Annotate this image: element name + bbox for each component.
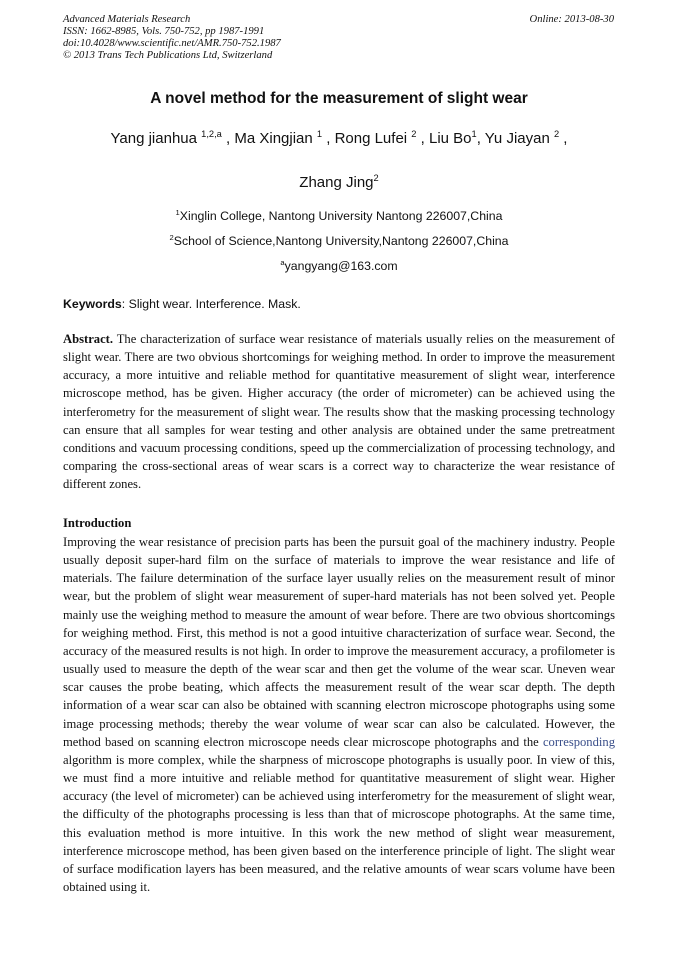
keywords-label: Keywords: [63, 297, 122, 311]
keywords: [63, 297, 301, 311]
journal-name: Advanced Materials Research: [63, 14, 191, 25]
affiliation-1: [0, 209, 678, 223]
doi-line: doi:10.4028/www.scientific.net/AMR.750-752.1987: [63, 38, 281, 49]
author-name: , Liu Bo: [416, 130, 472, 147]
affiliation-text: School of Science,Nantong University,Nantong 226007,China: [173, 234, 509, 248]
author-name: , Yu Jiayan: [476, 130, 554, 147]
affiliation-2: [0, 234, 678, 248]
journal-header: [63, 14, 281, 62]
author-line-2: [0, 174, 678, 191]
introduction-highlight: corresponding: [542, 734, 615, 749]
author-sup: 1: [471, 128, 477, 139]
email-sup: a: [280, 258, 285, 268]
keywords-text: : Slight wear. Interference. Mask.: [121, 297, 301, 311]
author-sup: 1: [316, 128, 323, 139]
introduction-heading: Introduction: [63, 516, 132, 530]
author-email: [0, 259, 678, 273]
affiliation-sup: 1: [175, 208, 180, 218]
paper-title: A novel method for the measurement of slight wear: [150, 90, 528, 107]
issn-line: ISSN: 1662-8985, Vols. 750-752, pp 1987-1991: [63, 26, 265, 37]
abstract-label: Abstract.: [63, 332, 114, 346]
introduction-body: [63, 533, 615, 896]
email-text: yangyang@163.com: [284, 259, 398, 273]
author-line-1: [0, 130, 678, 147]
affiliation-text: Xinglin College, Nantong University Nantong 226007,China: [179, 209, 503, 223]
introduction-text: algorithm is more complex, while the sharpness of microscope photographs is usually poor. In view of this, we must find a more intuitive and reliable method for quantitative measurement of slight wear. Higher accuracy (the level of micrometer) can be achieved using interferometry for the measurement of slight wear, the difficulty of the photographs processing is less than that of microscope photographs. At the same time, this evaluation method is more intuitive. In this work the new method of slight wear measurement, interference microscope method, has been given based on the interference principle of light. The slight wear of surface modification layers has been measured, and the relative amounts of wear scars volume have been obtained using it.: [63, 752, 615, 894]
copyright-line: © 2013 Trans Tech Publications Ltd, Switzerland: [63, 50, 273, 61]
author-separator: ,: [559, 130, 568, 147]
author-sup: 2: [373, 172, 379, 183]
author-name: , Ma Xingjian: [221, 130, 317, 147]
abstract: [63, 330, 615, 493]
abstract-text: The characterization of surface wear resistance of materials usually relies on the measurement of slight wear. There are two obvious shortcomings for weighing method. In order to improve the measurement accuracy, a more intuitive and reliable method for quantitative measurement of slight wear, interference microscope method, has be given. Higher accuracy (the order of micrometer) can be achieved using the interferometry for the measurement of slight wear. The results show that the masking processing technology can ensure that all samples for wear testing and other analysis are obtained under the same pretreatment conditions and vacuum processing conditions, speed up the commercialization of processing technology, and comparing the cross-sectional areas of wear scars is a correct way to characterize the wear resistance of different zones.: [63, 332, 615, 492]
author-sup: 2: [553, 128, 560, 139]
author-name: Zhang Jing: [299, 174, 374, 191]
author-name: Yang jianhua: [110, 130, 202, 147]
author-name: , Rong Lufei: [322, 130, 412, 147]
introduction-text: Improving the wear resistance of precision parts has been the pursuit goal of the machinery industry. People usually deposit super-hard film on the surface of materials to improve the wear resistance and life of materials. The failure determination of the surface layer usually relies on the measurement result of minor wear, but the problem of slight wear measurement of super-hard materials has not been solved yet. People mainly use the weighing method to measure the amount of wear before. There are two obvious shortcomings for weighing method. First, this method is not a good intuitive characterization of surface wear. Second, the accuracy of the measured results is not high. In order to improve the measurement accuracy, a profilometer is usually used to measure the depth of the wear scar and then get the volume of the wear scar. Uneven wear scar causes the probe beating, which affects the measurement result of the wear scar depth. The depth information of a wear scar can also be obtained with scanning electron microscope photographs using some image processing methods; thereby the wear volume of wear scar can also be calculated. However, the method based on scanning electron microscope needs clear microscope photographs and the: [63, 535, 615, 749]
online-date: Online: 2013-08-30: [529, 14, 614, 25]
affiliation-sup: 2: [169, 233, 174, 243]
author-sup: 2: [411, 128, 417, 139]
author-sup: 1,2,a: [201, 128, 222, 139]
